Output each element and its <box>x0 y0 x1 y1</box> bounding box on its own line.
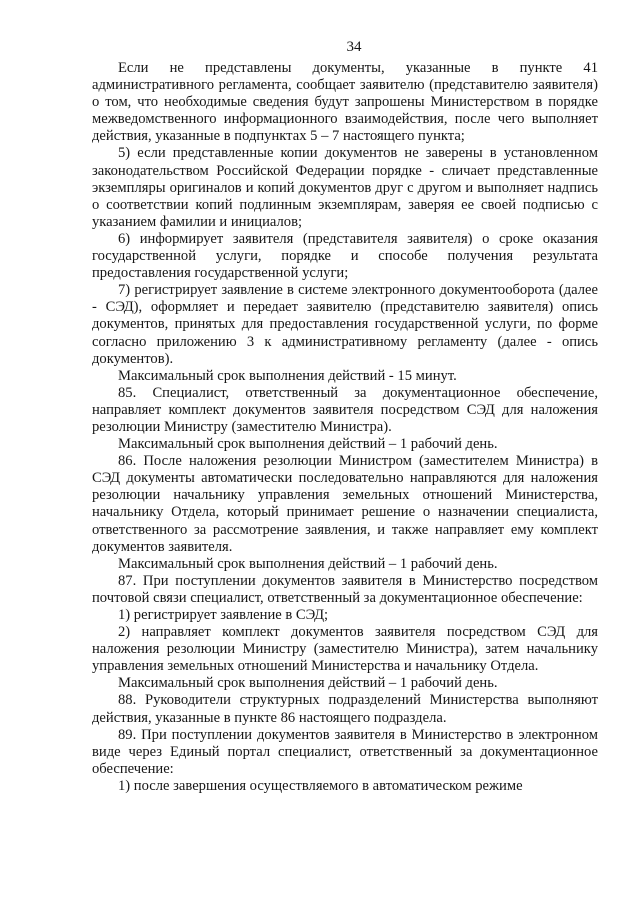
paragraph-85: 85. Специалист, ответственный за документационное обеспечение, направляет комплект документов заявителя посредством СЭД для наложения резолюции Министру (заместителю Министра). <box>92 384 598 435</box>
paragraph-86: 86. После наложения резолюции Министром (заместителем Министра) в СЭД документы автоматически последовательно направляются для наложения резолюции начальнику управления земельных отношений Министерства, начальнику Отдела, который принимает решение о назначении специалиста, ответственного за рассмотрение заявления, и также направляет ему комплект документов заявителя. <box>92 453 598 555</box>
paragraph-missing-documents: Если не представлены документы, указанные в пункте 41 административного регламента, сообщает заявителю (представителю заявителя) о том, что необходимые сведения будут запрошены Министерством в порядке межведомственного информационного взаимодействия, после чего выполняет действия, указанные в подпунктах 5 – 7 настоящего пункта; <box>92 60 598 145</box>
paragraph-item-7: 7) регистрирует заявление в системе электронного документооборота (далее - СЭД), оформляет и передает заявителю (представителю заявителя) опись документов, принятых для предоставления государственной услуги, по форме согласно приложению 3 к административному регламенту (далее - опись документов). <box>92 282 598 367</box>
paragraph-item-6: 6) информирует заявителя (представителя заявителя) о сроке оказания государственной услуги, порядке и способе получения результата предоставления государственной услуги; <box>92 230 598 282</box>
page-number: 34 <box>346 39 362 55</box>
paragraph-89: 89. При поступлении документов заявителя в Министерство в электронном виде через Единый портал специалист, ответственный за документационное обеспечение: <box>92 726 598 777</box>
paragraph-87-item-1: 1) регистрирует заявление в СЭД; <box>118 607 329 623</box>
paragraph-max-time-15min: Максимальный срок выполнения действий - 15 минут. <box>118 367 457 384</box>
paragraph-87: 87. При поступлении документов заявителя в Министерство посредством почтовой связи специалист, ответственный за документационное обеспечение: <box>92 572 598 606</box>
paragraph-87-item-2: 2) направляет комплект документов заявителя посредством СЭД для наложения резолюции Министру (заместителю Министра), затем начальнику управления земельных отношений Министерства и начальнику Отдела. <box>92 624 598 675</box>
document-page <box>92 38 598 795</box>
paragraph-max-time-87: Максимальный срок выполнения действий – 1 рабочий день. <box>118 675 498 692</box>
paragraph-max-time-86: Максимальный срок выполнения действий – 1 рабочий день. <box>118 555 498 572</box>
paragraph-item-5: 5) если представленные копии документов не заверены в установленном законодательством Российской Федерации порядке - сличает представленные экземпляры оригиналов и копий документов друг с другом и выполняет надпись о соответствии копий подлинным экземплярам, заверяя ее своей подписью с указанием фамилии и инициалов; <box>92 145 598 230</box>
paragraph-89-item-1: 1) после завершения осуществляемого в автоматическом режиме <box>118 777 523 794</box>
paragraph-88: 88. Руководители структурных подразделений Министерства выполняют действия, указанные в пункте 86 настоящего подраздела. <box>92 692 598 726</box>
paragraph-max-time-85: Максимальный срок выполнения действий – 1 рабочий день. <box>118 436 498 453</box>
